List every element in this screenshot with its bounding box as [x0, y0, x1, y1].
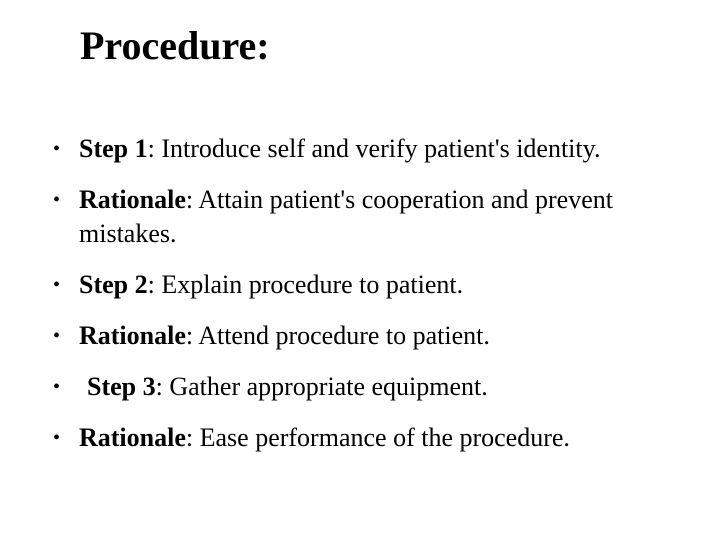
bullet-dot-icon: •	[53, 189, 61, 211]
item-text: Ease performance of the procedure.	[199, 423, 570, 452]
item-separator: :	[155, 372, 170, 401]
item-text: Attend procedure to patient.	[198, 321, 490, 350]
item-text: Attain patient's cooperation and prevent mistakes.	[79, 185, 613, 248]
item-text: Gather appropriate equipment.	[169, 372, 488, 401]
item-label: Step 2	[79, 270, 148, 299]
bullet-dot-icon: •	[53, 376, 61, 398]
item-label: Rationale	[79, 321, 186, 350]
item-label: Rationale	[79, 423, 186, 452]
item-label: Step 1	[79, 134, 148, 163]
bullet-dot-icon: •	[53, 138, 61, 160]
bullet-dot-icon: •	[53, 427, 61, 449]
item-separator: :	[185, 185, 199, 214]
item-separator: :	[147, 134, 162, 163]
bullet-item-step-2	[48, 268, 698, 302]
bullet-item-step-3	[48, 370, 698, 404]
bullet-dot-icon: •	[53, 274, 61, 296]
bullet-item-step-1	[48, 132, 698, 166]
bullet-dot-icon: •	[53, 325, 61, 347]
bullet-list	[48, 132, 698, 472]
bullet-item-rationale-2	[48, 319, 698, 353]
item-text: Introduce self and verify patient's identity.	[161, 134, 601, 163]
bullet-item-rationale-1	[48, 183, 698, 251]
slide-title: Procedure:	[80, 23, 270, 68]
item-separator: :	[147, 270, 162, 299]
item-label: Rationale	[79, 185, 186, 214]
item-label: Step 3	[87, 372, 156, 401]
bullet-item-rationale-3	[48, 421, 698, 455]
item-text: Explain procedure to patient.	[161, 270, 464, 299]
item-separator: :	[185, 423, 200, 452]
item-separator: :	[185, 321, 199, 350]
